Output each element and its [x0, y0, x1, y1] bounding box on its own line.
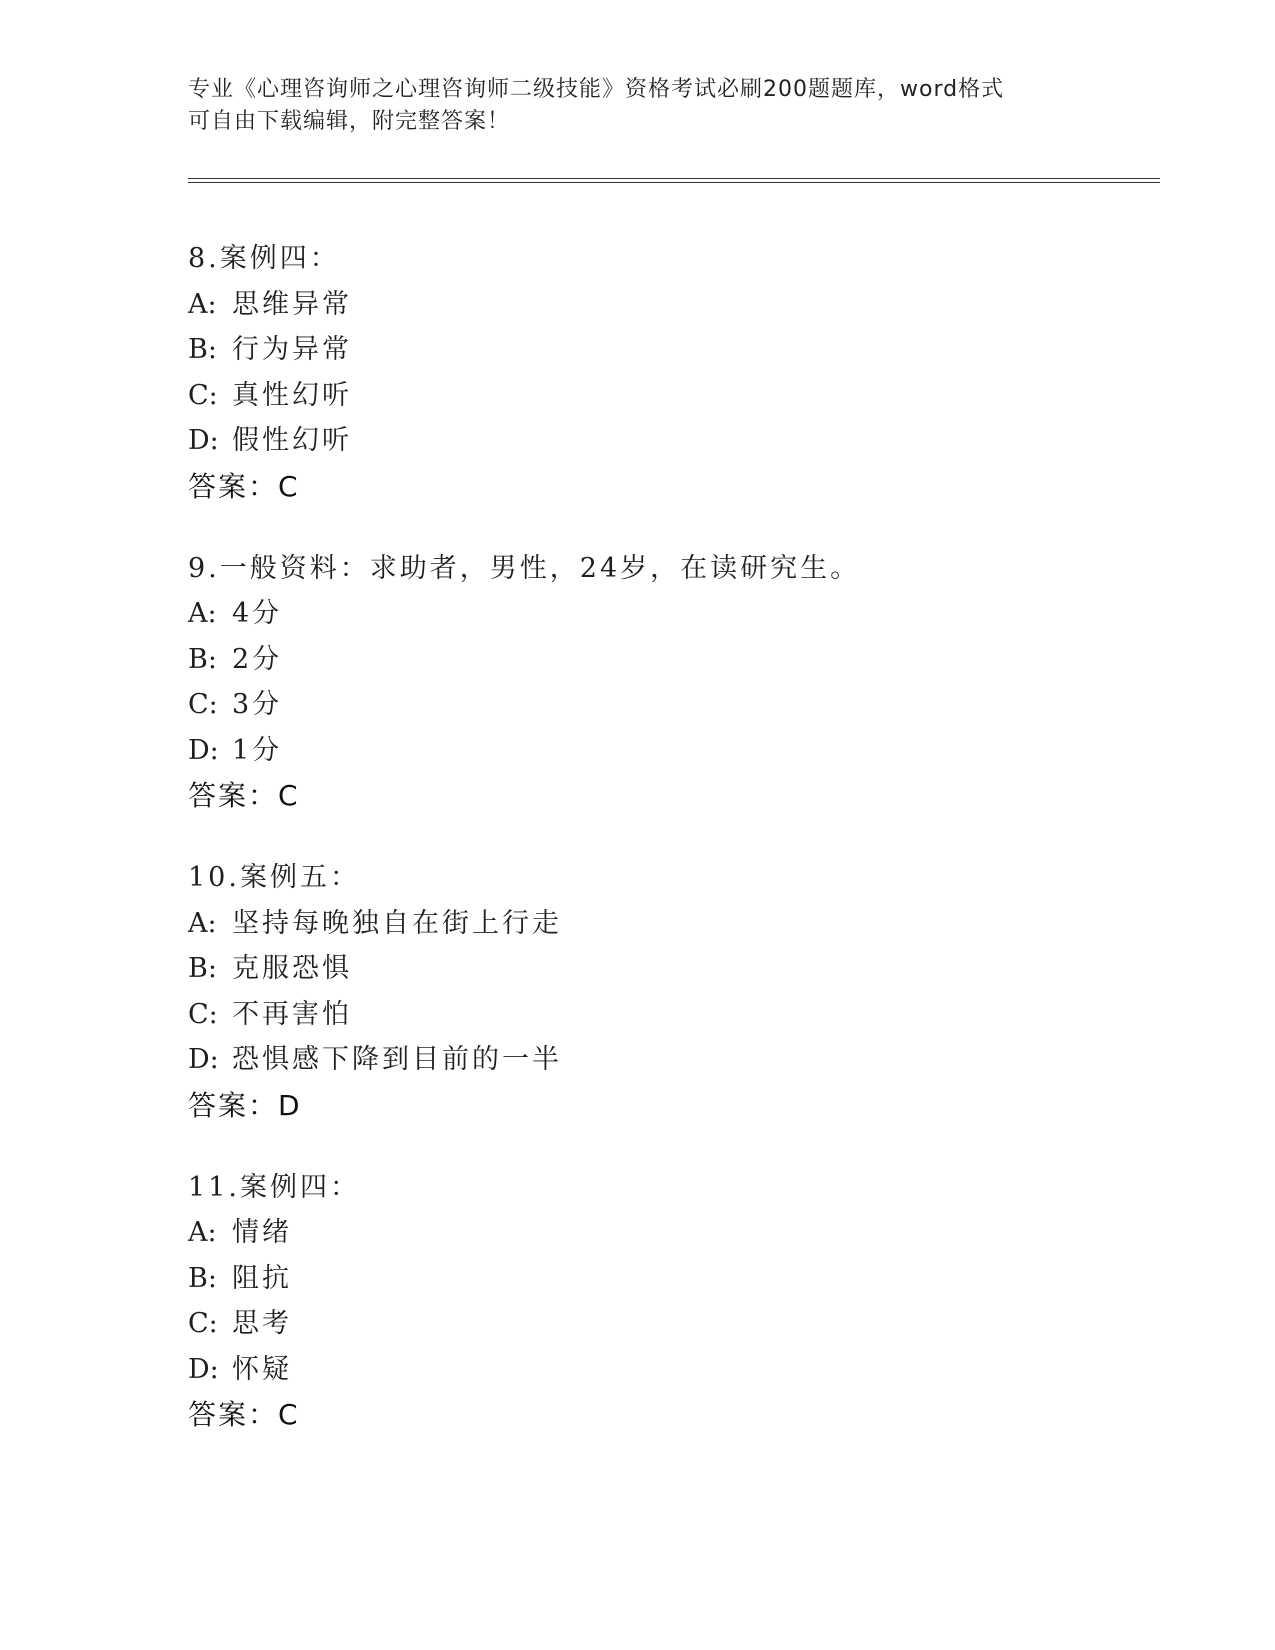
question-item	[188, 855, 1148, 1129]
option-b	[188, 637, 1148, 683]
header-line-2: 可自由下载编辑，附完整答案！	[188, 109, 511, 134]
option-letter: D:	[188, 425, 219, 456]
option-letter: C:	[188, 689, 218, 720]
answer-line: 答案：C	[188, 779, 300, 812]
option-text: 坚持每晚独自在街上行走	[232, 907, 562, 939]
document-header	[188, 74, 1088, 138]
option-letter: D:	[188, 734, 219, 766]
option-text: 思考	[232, 1308, 292, 1339]
option-a	[188, 901, 1148, 947]
option-letter: D:	[188, 1353, 219, 1385]
option-letter: A:	[188, 598, 217, 629]
question-title: 9.一般资料：求助者，男性，24岁，在读研究生。	[188, 552, 861, 584]
question-title: 11.案例四：	[188, 1171, 360, 1203]
option-letter: B:	[188, 1262, 217, 1294]
option-text: 2分	[232, 643, 283, 675]
question-list	[188, 236, 1148, 1474]
option-b	[188, 946, 1148, 992]
option-d	[188, 418, 1148, 464]
option-text: 假性幻听	[232, 425, 352, 456]
option-text: 恐惧感下降到目前的一半	[232, 1044, 562, 1075]
option-text: 4分	[232, 598, 283, 629]
option-text: 1分	[232, 734, 283, 766]
option-letter: D:	[188, 1044, 219, 1075]
option-text: 情绪	[232, 1217, 292, 1248]
option-text: 克服恐惧	[232, 953, 352, 984]
option-c	[188, 682, 1148, 728]
option-c	[188, 992, 1148, 1038]
option-a	[188, 282, 1148, 328]
option-c	[188, 1301, 1148, 1347]
option-d	[188, 1037, 1148, 1083]
option-a	[188, 591, 1148, 637]
question-title: 8.案例四：	[188, 243, 340, 274]
answer-line: 答案：D	[188, 1088, 302, 1122]
option-letter: C:	[188, 998, 218, 1030]
option-text: 行为异常	[232, 334, 352, 365]
header-line-1: 专业《心理咨询师之心理咨询师二级技能》资格考试必刷200题题库，word格式	[188, 77, 1005, 102]
option-text: 阻抗	[232, 1262, 292, 1294]
option-b	[188, 327, 1148, 373]
option-text: 真性幻听	[232, 379, 352, 411]
header-divider	[188, 178, 1160, 183]
answer-line: 答案：C	[188, 469, 300, 503]
option-c	[188, 373, 1148, 419]
option-letter: C:	[188, 379, 218, 411]
option-text: 思维异常	[232, 288, 352, 320]
option-a	[188, 1210, 1148, 1256]
question-title: 10.案例五：	[188, 862, 360, 893]
option-text: 怀疑	[232, 1353, 292, 1385]
option-letter: B:	[188, 334, 217, 365]
option-b	[188, 1256, 1148, 1302]
answer-line: 答案：C	[188, 1398, 300, 1431]
question-item	[188, 236, 1148, 510]
option-d	[188, 1347, 1148, 1393]
option-letter: C:	[188, 1308, 218, 1339]
option-d	[188, 728, 1148, 774]
option-letter: A:	[188, 907, 217, 939]
option-letter: A:	[188, 1217, 217, 1248]
question-item	[188, 1165, 1148, 1439]
option-letter: B:	[188, 643, 217, 675]
option-letter: A:	[188, 288, 217, 320]
option-text: 不再害怕	[232, 998, 352, 1030]
question-item	[188, 546, 1148, 820]
option-letter: B:	[188, 953, 217, 984]
option-text: 3分	[232, 689, 283, 720]
